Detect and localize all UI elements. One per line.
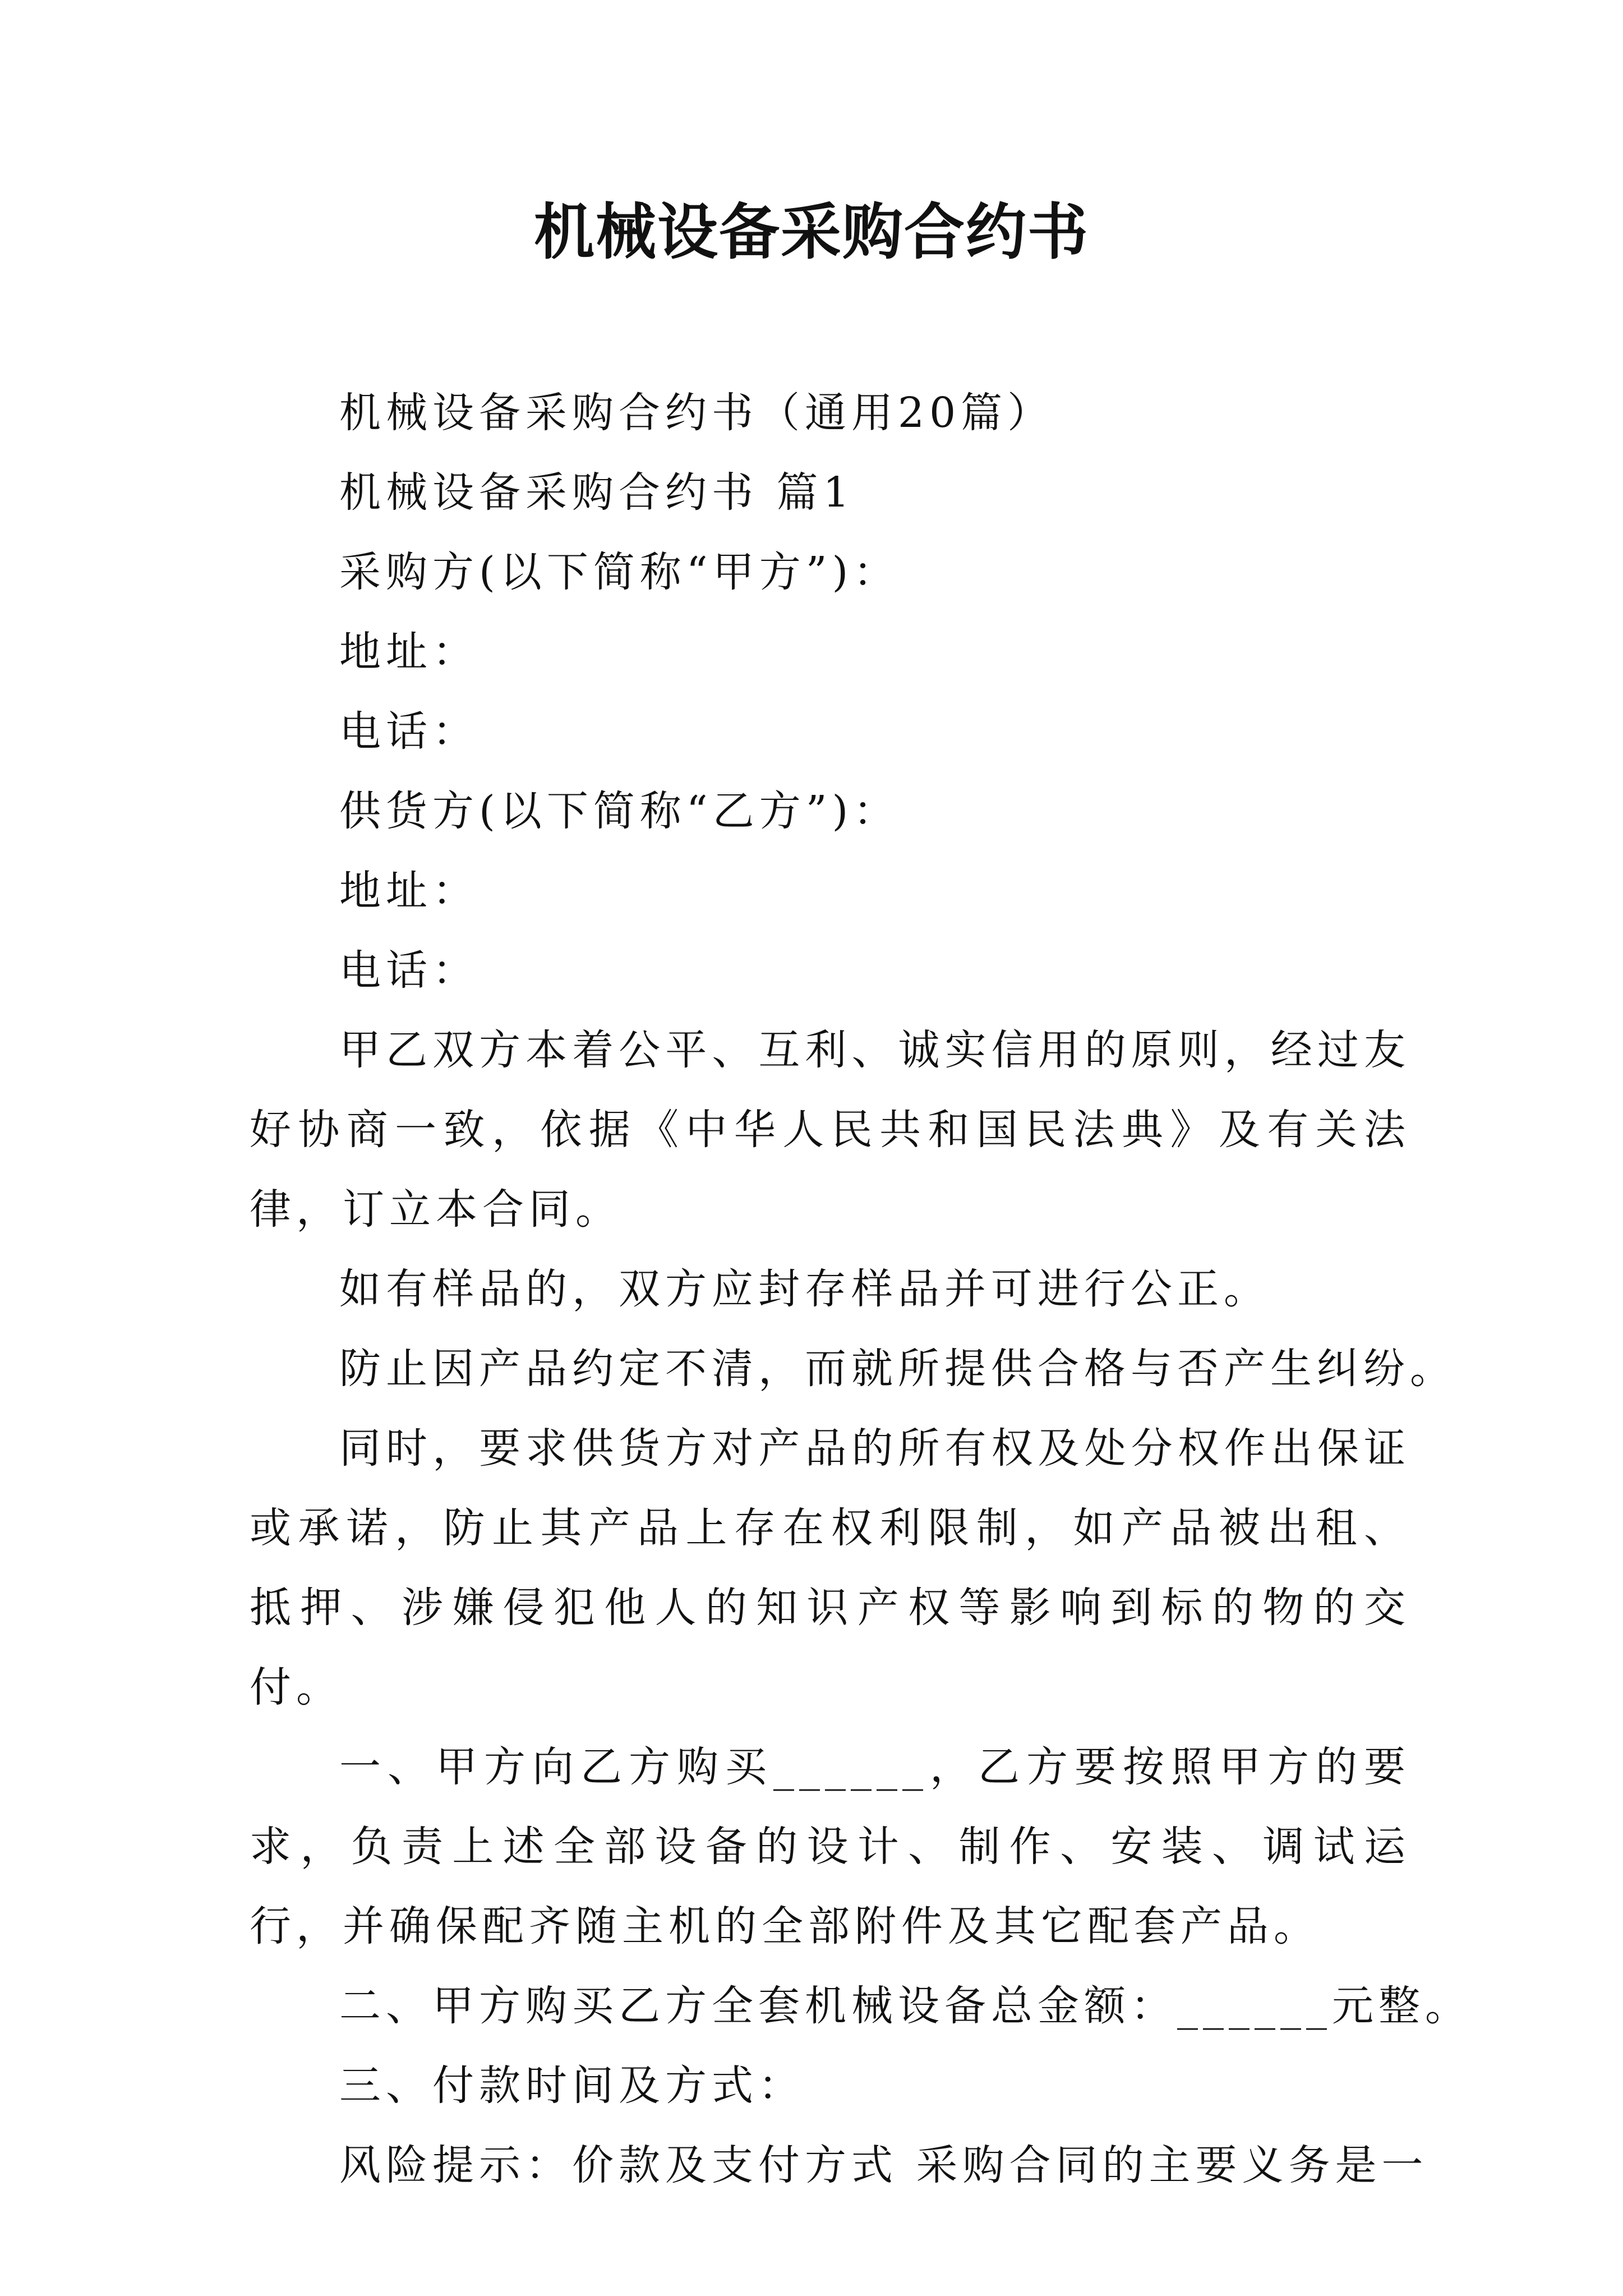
paragraph-clause-1: 一、甲方向乙方购买______，乙方要按照甲方的要求，负责上述全部设备的设计、制作、安装、调试运行，并确保配齐随主机的全部附件及其它配套产品。: [250, 1743, 1410, 1950]
paragraph-supplier-address: 地址：: [339, 867, 479, 915]
paragraph-buyer-phone: 电话：: [339, 707, 479, 756]
document-body: [250, 373, 1472, 2205]
paragraph-clause-3: 三、付款时间及方式：: [339, 2062, 805, 2110]
paragraph-clause-2: 二、甲方购买乙方全套机械设备总金额：______元整。: [339, 1982, 1472, 2030]
document-title: 机械设备采购合约书: [533, 197, 1089, 268]
paragraph-subtitle: 机械设备采购合约书（通用20篇）: [339, 389, 1054, 437]
paragraph-principles: 甲乙双方本着公平、互利、诚实信用的原则，经过友好协商一致，依据《中华人民共和国民法典》及有关法律，订立本合同。: [250, 1026, 1410, 1234]
paragraph-section-heading: 机械设备采购合约书 篇1: [339, 468, 855, 517]
paragraph-supplier-phone: 电话：: [339, 946, 479, 995]
paragraph-ownership-guarantee: 同时，要求供货方对产品的所有权及处分权作出保证或承诺，防止其产品上存在权利限制，如产品被出租、抵押、涉嫌侵犯他人的知识产权等影响到标的物的交付。: [250, 1424, 1410, 1711]
paragraph-risk-notice: 风险提示：价款及支付方式 采购合同的主要义务是一: [339, 2141, 1428, 2189]
paragraph-buyer-address: 地址：: [339, 628, 479, 676]
paragraph-supplier: 供货方(以下简称“乙方”)：: [339, 787, 900, 835]
paragraph-dispute-prevention: 防止因产品约定不清，而就所提供合格与否产生纠纷。: [339, 1345, 1456, 1393]
paragraph-samples: 如有样品的，双方应封存样品并可进行公正。: [339, 1265, 1270, 1313]
paragraph-buyer: 采购方(以下简称“甲方”)：: [339, 548, 900, 596]
